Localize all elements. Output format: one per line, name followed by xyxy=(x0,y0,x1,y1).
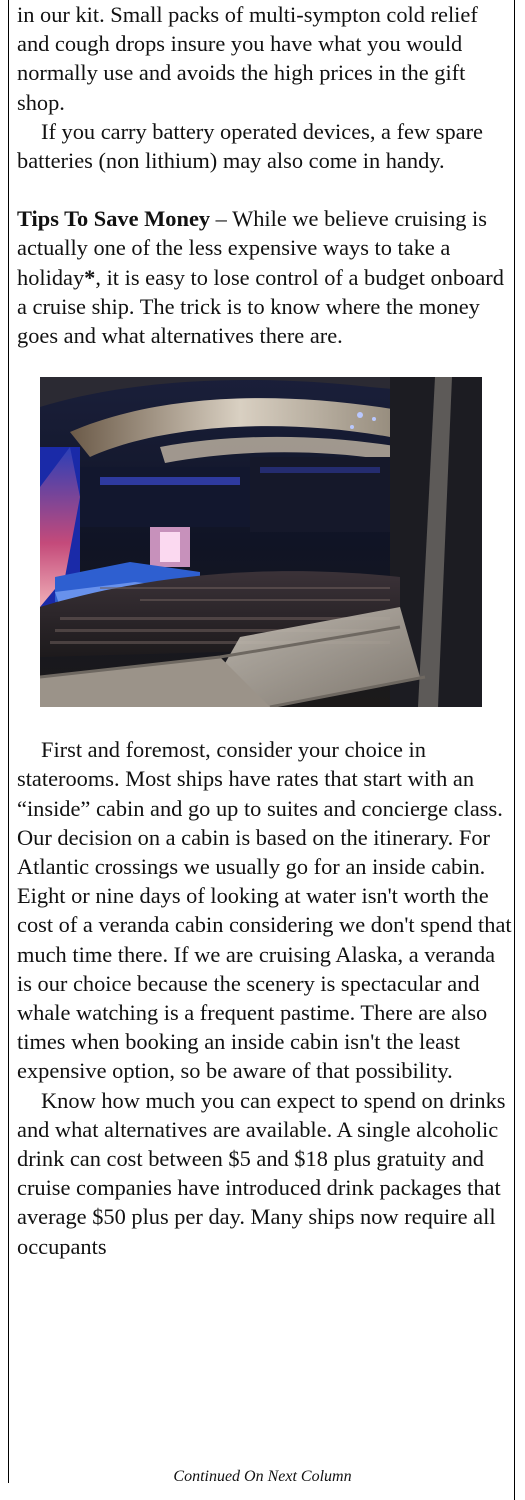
tips-body-end: , it is easy to lose control of a budget onboard a cruise ship. The trick is to know where the money goes and what alternatives there are. xyxy=(17,264,504,349)
tips-body-start: – While we believe cruising is actually one of the less expensive ways to take a holiday xyxy=(17,206,487,290)
paragraph-tips-to-save-money xyxy=(17,204,512,350)
paragraph-spacer xyxy=(17,175,512,204)
paragraph-staterooms: First and foremost, consider your choice in staterooms. Most ships have rates that start with an “inside” cabin and go up to suites and concierge class. Our decision on a cabin is based on the itinerary. For Atlantic crossings we usually go for an inside cabin. Eight or nine days of looking at water isn't worth the cost of a veranda cabin considering we don't spend that much time there. If we are cruising Alaska, a veranda is our choice because the scenery is spectacular and whale watching is a frequent pastime. There are also times when booking an inside cabin isn't the least expensive option, so be aware of that possibility. xyxy=(17,737,512,1084)
article-column xyxy=(17,0,512,1261)
column-rule-right xyxy=(514,0,515,1500)
tips-heading: Tips To Save Money xyxy=(17,206,211,232)
cruise-ship-theater-photo xyxy=(40,377,482,707)
paragraph-batteries: If you carry battery operated devices, a few spare batteries (non lithium) may also come in handy. xyxy=(17,118,483,174)
column-rule-left xyxy=(8,0,9,1483)
footnote-asterisk: * xyxy=(84,264,96,290)
continued-notice: Continued On Next Column xyxy=(173,1468,352,1485)
paragraph-first-aid-kit: in our kit. Small packs of multi-sympton cold relief and cough drops insure you have what you would normally use and avoids the high prices in the gift shop. xyxy=(17,2,478,115)
paragraph-drinks: Know how much you can expect to spend on drinks and what alternatives are available. A single alcoholic drink can cost between $5 and $18 plus gratuity and cruise companies have introduced drink packages that average $50 plus per day. Many ships now require all occupants xyxy=(17,1087,506,1259)
